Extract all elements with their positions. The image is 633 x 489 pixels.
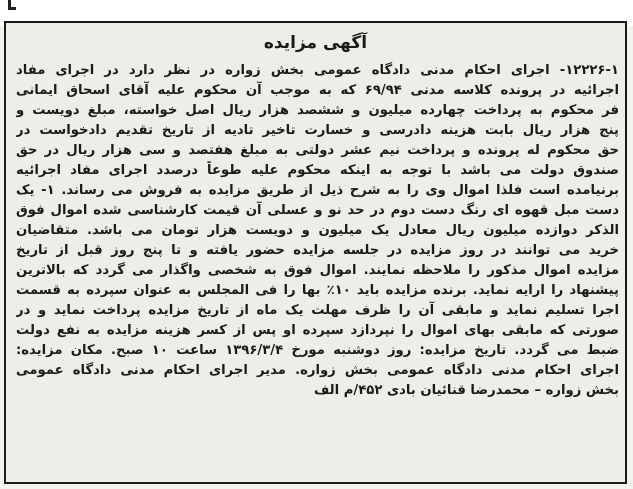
notice-line: الذکر دوازده میلیون ریال معادل یک میلیون و دویست هزار تومان می باشد. متقاضیان xyxy=(16,223,619,238)
notice-line: اجرای احکام مدنی دادگاه عمومی بخش زواره. مدیر اجرای احکام مدنی دادگاه عمومی xyxy=(16,363,619,378)
notice-line: برنیامده است فلذا اموال وی را به شرح ذیل از طریق مزایده به فروش می رساند. ۱- یک xyxy=(16,183,619,198)
notice-line: پیشنهاد را ارایه نماید. برنده مزایده باید ۱۰٪ بها را فی المجلس به عنوان سپرده به قسمت xyxy=(16,283,619,298)
notice-line: مزایده اموال مذکور را ملاحظه نمایند. اموال فوق به شخصی واگذار می گردد که بالاترین xyxy=(16,263,619,278)
notice-line: خرید می توانند در روز مزایده در جلسه مزایده حضور یافته و تا پنج روز قبل از تاریخ xyxy=(16,243,619,258)
notice-line: اجرا تسلیم نماید و مابقی آن را ظرف مهلت یک ماه از تاریخ مزایده پرداخت نماید و در xyxy=(16,303,619,318)
notice-line: فر محکوم به پرداخت چهارده میلیون و ششصد هزار ریال اصل خواسته، مبلغ دویست و xyxy=(16,103,619,118)
notice-signature-line: بخش زواره – محمدرضا قنائیان بادی ۴۵۲/م الف xyxy=(313,383,619,398)
notice-title: آگهی مزایده xyxy=(263,33,368,53)
notice-body xyxy=(16,61,619,401)
corner-mark xyxy=(8,0,16,10)
notice-line: اجرائیه در پرونده کلاسه مدنی ۶۹/۹۴ که به موجب آن محکوم علیه آقای اسحاق ایمانی xyxy=(16,83,619,98)
notice-line: پنج هزار ریال بابت هزینه دادرسی و خسارت تاخیر تادیه از تاریخ تقدیم دادخواست در xyxy=(16,123,619,138)
auction-notice-box xyxy=(4,21,627,484)
notice-line: صندوق دولت می باشد با توجه به اینکه محکوم علیه طوعاً درصدد اجرای مفاد اجرائیه xyxy=(16,163,619,178)
notice-line: صورتی که مابقی بهای اموال را نپردازد سپرده او پس از کسر هزینه مزایده به نفع دولت xyxy=(16,323,619,338)
notice-line: دست مبل قهوه ای رنگ دست دوم در حد نو و عسلی آن قیمت کارشناسی شده اموال فوق xyxy=(16,203,619,218)
notice-line: حق محکوم له پرونده و پرداخت نیم عشر دولتی به مبلغ هفتصد و سی هزار ریال در حق xyxy=(16,143,619,158)
notice-line: ۱۲۲۲۶-۱- اجرای احکام مدنی دادگاه عمومی بخش زواره در نظر دارد در اجرای مفاد xyxy=(16,63,619,78)
notice-line: ضبط می گردد. تاریخ مزایده: روز دوشنبه مورخ ۱۳۹۶/۳/۴ ساعت ۱۰ صبح. مکان مزایده: xyxy=(16,343,619,358)
